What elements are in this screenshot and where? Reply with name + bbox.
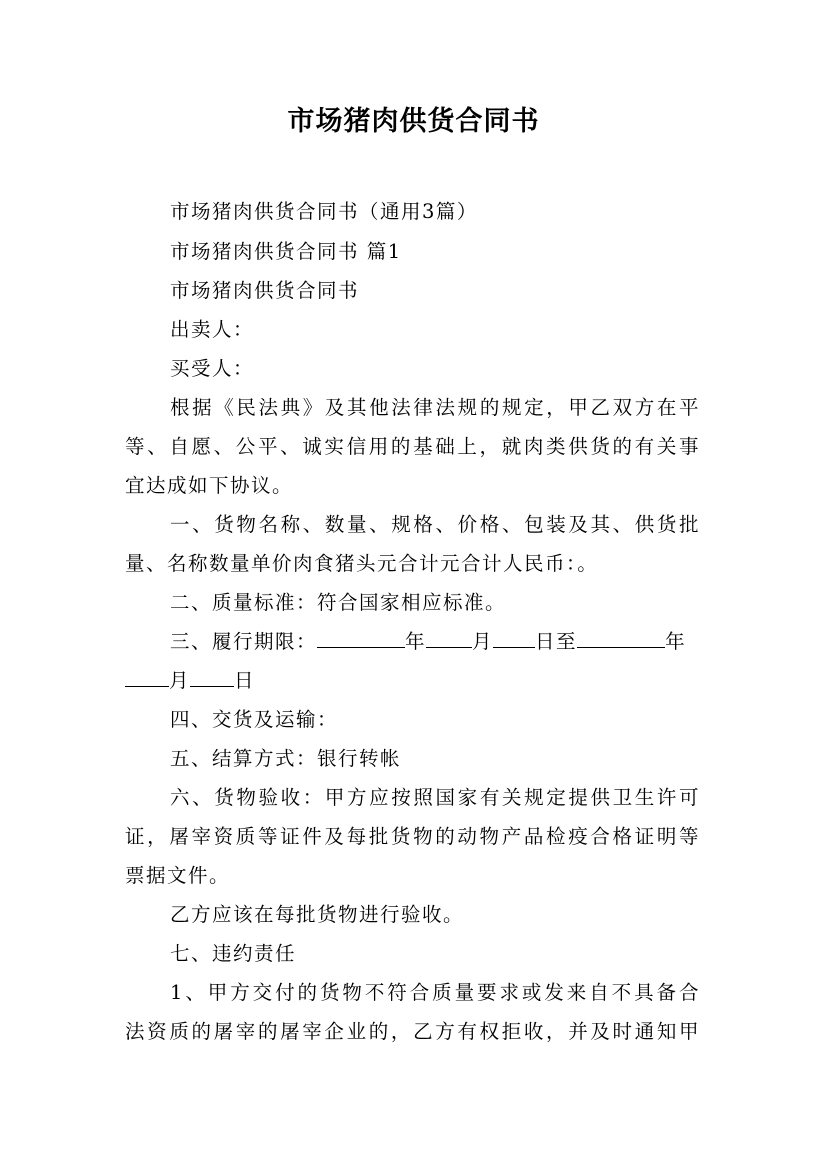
paragraph-line: 票据文件。 <box>125 864 231 887</box>
blank-field <box>493 627 535 648</box>
paragraph-line: 二、质量标准：符合国家相应标准。 <box>170 591 507 614</box>
term-line-continued <box>125 666 705 696</box>
section-heading: 市场猪肉供货合同书 篇1 <box>170 240 402 263</box>
paragraph-line: 1、甲方交付的货物不符合质量要求或发来自不具备合 <box>170 981 700 1004</box>
paragraph-line: 宜达成如下协议。 <box>125 474 294 497</box>
term-label: 三、履行期限： <box>170 630 318 653</box>
day-label: 日 <box>234 669 256 692</box>
paragraph-line: 六、货物验收：甲方应按照国家有关规定提供卫生许可 <box>170 786 700 809</box>
year-label: 年 <box>405 630 427 653</box>
paragraph-line: 四、交货及运输： <box>170 708 339 731</box>
subtitle-line: 市场猪肉供货合同书（通用3篇） <box>170 200 478 223</box>
document-title: 市场猪肉供货合同书 <box>287 106 540 137</box>
blank-field <box>190 666 234 687</box>
paragraph-line: 证，屠宰资质等证件及每批货物的动物产品检疫合格证明等 <box>125 825 700 848</box>
paragraph-line: 一、货物名称、数量、规格、价格、包装及其、供货批 <box>170 513 700 536</box>
paragraph-line: 五、结算方式：银行转帐 <box>170 747 402 770</box>
term-line <box>170 627 750 657</box>
blank-field <box>426 627 472 648</box>
buyer-line: 买受人： <box>170 357 255 380</box>
paragraph-line: 乙方应该在每批货物进行验收。 <box>170 903 465 926</box>
year-label: 年 <box>665 630 687 653</box>
blank-field <box>125 666 169 687</box>
month-label: 月 <box>472 630 494 653</box>
blank-field <box>577 627 665 648</box>
paragraph-line: 根据《民法典》及其他法律法规的规定，甲乙双方在平 <box>170 396 700 419</box>
contract-name-line: 市场猪肉供货合同书 <box>170 279 360 302</box>
blank-field <box>317 627 405 648</box>
day-to-label: 日至 <box>535 630 578 653</box>
paragraph-line: 等、自愿、公平、诚实信用的基础上，就肉类供货的有关事 <box>125 435 700 458</box>
section-heading: 七、违约责任 <box>170 942 297 965</box>
month-label: 月 <box>169 669 191 692</box>
seller-line: 出卖人： <box>170 318 255 341</box>
paragraph-line: 量、名称数量单价肉食猪头元合计元合计人民币：。 <box>125 552 599 575</box>
paragraph-line: 法资质的屠宰的屠宰企业的，乙方有权拒收，并及时通知甲 <box>125 1020 700 1043</box>
